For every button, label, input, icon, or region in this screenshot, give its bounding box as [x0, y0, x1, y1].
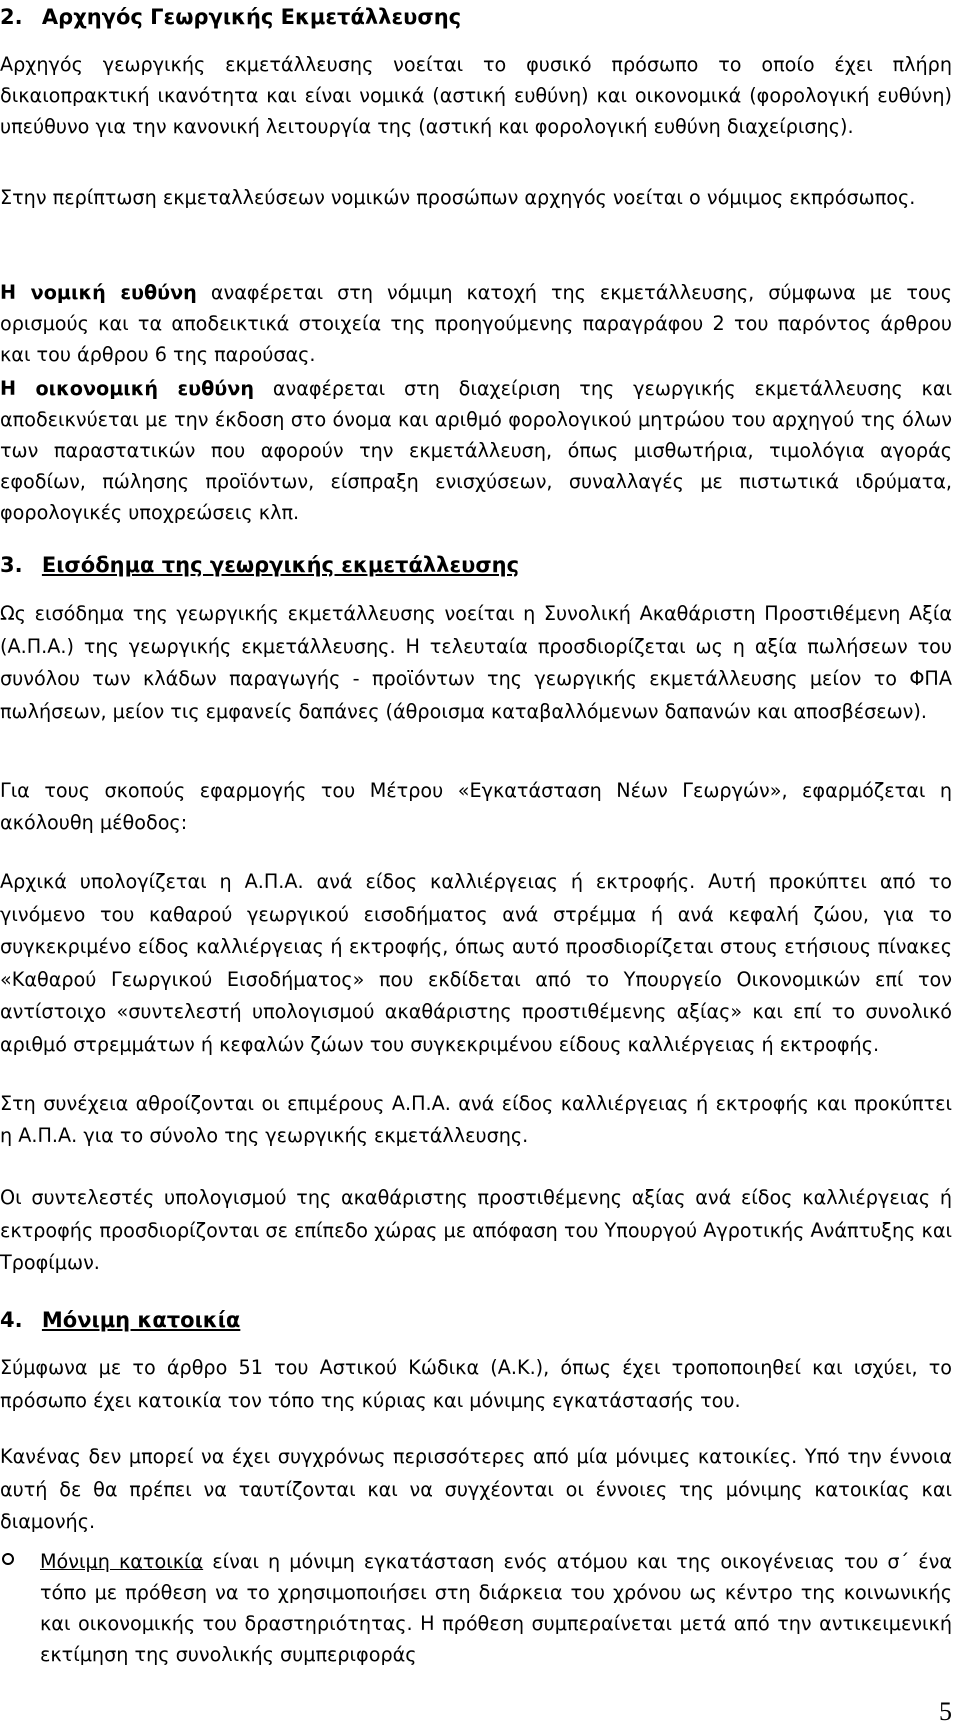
bullet-circle-icon	[2, 1553, 14, 1565]
bold-term: Η νομική ευθύνη	[0, 281, 197, 304]
section-number: 2.	[0, 5, 23, 29]
paragraph	[0, 373, 952, 528]
paragraph: Σύμφωνα με το άρθρο 51 του Αστικού Κώδικα (Α.Κ.), όπως έχει τροποποιηθεί και ισχύει, το πρόσωπο έχει κατοικία τον τόπο της κύριας και μόνιμης εγκατάστασής του.	[0, 1356, 952, 1412]
paragraph: Για τους σκοπούς εφαρμογής του Μέτρου «Εγκατάσταση Νέων Γεωργών», εφαρμόζεται η ακόλουθη μέθοδος:	[0, 779, 952, 834]
bullet-term: Μόνιμη κατοικία	[40, 1550, 204, 1573]
section-title: Αρχηγός Γεωργικής Εκμετάλλευσης	[41, 5, 462, 29]
section-2-heading	[0, 2, 461, 32]
bullet-item	[40, 1546, 952, 1670]
paragraph: Αρχηγός γεωργικής εκμετάλλευσης νοείται το φυσικό πρόσωπο το οποίο έχει πλήρη δικαιοπρακτική ικανότητα και είναι νομικά (αστική ευθύνη) και οικονομικά (φορολογική ευθύνη) υπεύθυνο για την κανονική λειτουργία της (αστική και φορολογική ευθύνη διαχείρισης).	[0, 53, 952, 138]
paragraph: Στη συνέχεια αθροίζονται οι επιμέρους Α.Π.Α. ανά είδος καλλιέργειας ή εκτροφής και προκύπτει η Α.Π.Α. για το σύνολο της γεωργικής εκμετάλλευσης.	[0, 1092, 952, 1147]
section-4-heading	[0, 1305, 240, 1335]
section-title: Εισόδημα της γεωργικής εκμετάλλευσης	[41, 553, 520, 577]
bold-term: Η οικονομική ευθύνη	[0, 377, 254, 400]
paragraph: Στην περίπτωση εκμεταλλεύσεων νομικών προσώπων αρχηγός νοείται ο νόμιμος εκπρόσωπος.	[0, 186, 916, 209]
paragraph: Ως εισόδημα της γεωργικής εκμετάλλευσης νοείται η Συνολική Ακαθάριστη Προστιθέμενη Αξία (Α.Π.Α.) της γεωργικής εκμετάλλευσης. Η τελευταία προσδιορίζεται ως η αξία πωλήσεων του συνόλου των κλάδων παραγωγής - προϊόντων της γεωργικής εκμετάλλευσης μείον το ΦΠΑ πωλήσεων, μείον τις εμφανείς δαπάνες (άθροισμα καταβαλλόμενων δαπανών και αποσβέσεων).	[0, 602, 952, 723]
paragraph: Οι συντελεστές υπολογισμού της ακαθάριστης προστιθέμενης αξίας ανά είδος καλλιέργειας ή εκτροφής προσδιορίζονται σε επίπεδο χώρας με απόφαση του Υπουργού Αγροτικής Ανάπτυξης και Τροφίμων.	[0, 1186, 952, 1274]
section-title: Μόνιμη κατοικία	[41, 1308, 241, 1332]
paragraph-text: αναφέρεται στη διαχείριση της γεωργικής εκμετάλλευσης και αποδεικνύεται με την έκδοση στο όνομα και αριθμό φορολογικού μητρώου του αρχηγού της όλων των παραστατικών που αφορούν την εκμετάλλευση, όπως μισθωτήρια, τιμολόγια αγοράς εφοδίων, πώλησης προϊόντων, είσπραξη ενισχύσεων, συναλλαγές με πιστωτικά ιδρύματα, φορολογικές υποχρεώσεις κλπ.	[0, 377, 952, 524]
paragraph: Αρχικά υπολογίζεται η Α.Π.Α. ανά είδος καλλιέργειας ή εκτροφής. Αυτή προκύπτει από το γινόμενο του καθαρού γεωργικού εισοδήματος ανά στρέμμα ή ανά κεφαλή ζώου, για το συγκεκριμένο είδος καλλιέργειας ή εκτροφής, όπως αυτό προσδιορίζεται στους ετήσιους πίνακες «Καθαρού Γεωργικού Εισοδήματος» που εκδίδεται από το Υπουργείο Οικονομικών επί τον αντίστοιχο «συντελεστή υπολογισμού ακαθάριστης προστιθέμενης αξίας» και επί το συνολικό αριθμό στρεμμάτων ή κεφαλών ζώων του συγκεκριμένου είδους καλλιέργειας ή εκτροφής.	[0, 870, 952, 1056]
section-number: 3.	[0, 553, 23, 577]
paragraph: Κανένας δεν μπορεί να έχει συγχρόνως περισσότερες από μία μόνιμες κατοικίες. Υπό την έννοια αυτή δε θα πρέπει να ταυτίζονται και να συγχέονται οι έννοιες της μόνιμης κατοικίας και διαμονής.	[0, 1445, 952, 1533]
bullet-text: είναι η μόνιμη εγκατάσταση ενός ατόμου και της οικογένειας του σ΄ ένα τόπο με πρόθεση να το χρησιμοποιήσει στη διάρκεια του χρόνου ως κέντρο της κοινωνικής και οικονομικής του δραστηριότητας. Η πρόθεση συμπεραίνεται μετά από την αντικειμενική εκτίμηση της συνολικής συμπεριφοράς	[40, 1550, 952, 1666]
section-number: 4.	[0, 1308, 23, 1332]
section-3-heading	[0, 550, 519, 580]
page-number: 5	[939, 1697, 952, 1726]
paragraph-text: αναφέρεται στη νόμιμη κατοχή της εκμετάλλευσης, σύμφωνα με τους ορισμούς και τα αποδεικτικά στοιχεία της προηγούμενης παραγράφου 2 του παρόντος άρθρου και του άρθρου 6 της παρούσας.	[0, 281, 952, 366]
paragraph	[0, 277, 952, 370]
